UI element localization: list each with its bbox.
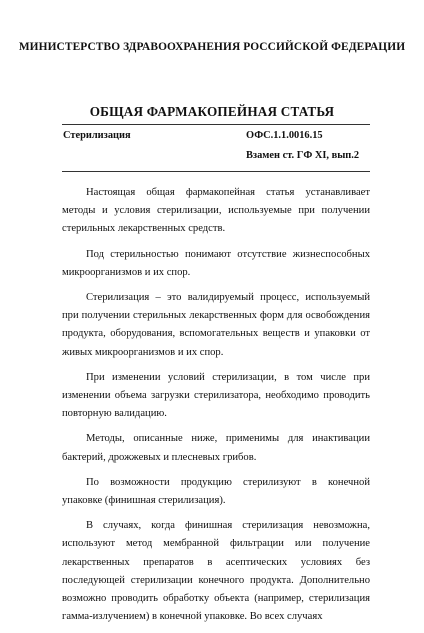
top-divider xyxy=(62,124,370,125)
paragraph: Под стерильностью понимают отсутствие жизнеспособных микроорганизмов и их спор. xyxy=(62,248,370,278)
article-replaces: Взамен ст. ГФ XI, вып.2 xyxy=(246,150,360,161)
paragraph: Настоящая общая фармакопейная статья устанавливает методы и условия стерилизации, используемые при получении стерильных лекарственных средств. xyxy=(62,187,370,235)
paragraph: При изменении условий стерилизации, в том числе при изменении объема загрузки стерилизатора, необходимо проводить повторную валидацию. xyxy=(62,371,370,420)
article-body xyxy=(62,184,370,633)
article-type-title: ОБЩАЯ ФАРМАКОПЕЙНАЯ СТАТЬЯ xyxy=(89,104,335,119)
paragraph: По возможности продукцию стерилизуют в конечной упаковке (финишная стерилизация). xyxy=(62,476,370,507)
article-code: ОФС.1.1.0016.15 xyxy=(246,130,323,141)
paragraph: Методы, описанные ниже, применимы для инактивации бактерий, дрожжевых и плесневых грибов. xyxy=(62,433,370,463)
paragraph: В случаях, когда финишная стерилизация невозможна, используют метод мембранной фильтрации или получение лекарственных препаратов в асептических условиях без последующей стерилизации конечного продукта. Дополнительно возможно проводить обработку объекта (например, стерилизация гамма-излучением) в конечной упаковке. Во всех случаях xyxy=(62,520,370,623)
paragraph: Стерилизация – это валидируемый процесс, используемый при получении стерильных лекарственных форм для освобождения продукта, оборудования, вспомогательных веществ и упаковки от живых микроорганизмов и их спор. xyxy=(62,292,370,358)
ministry-heading: МИНИСТЕРСТВО ЗДРАВООХРАНЕНИЯ РОССИЙСКОЙ ФЕДЕРАЦИИ xyxy=(18,41,406,53)
bottom-divider xyxy=(62,171,370,172)
article-name: Стерилизация xyxy=(63,130,131,141)
